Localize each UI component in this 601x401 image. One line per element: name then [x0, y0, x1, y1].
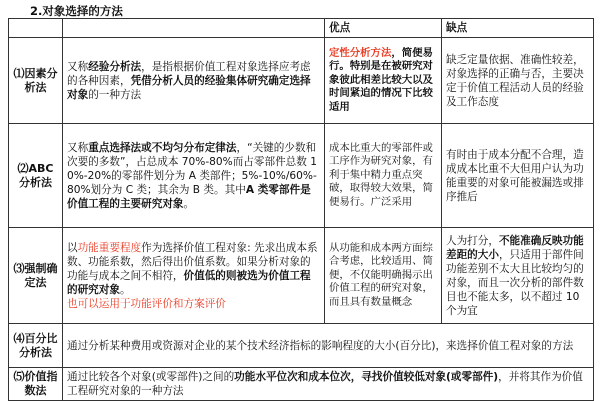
method-disadvantage	[442, 228, 594, 324]
method-description: 通过分析某种费用或资源对企业的某个技术经济指标的影响程度的大小(百分比)，来选择价值工程对象的方法	[63, 324, 594, 368]
desc-text: 。	[119, 283, 131, 296]
desc-text: 以	[67, 241, 78, 254]
table-row	[9, 368, 594, 401]
header-advantage: 优点	[325, 19, 442, 38]
desc-text: 又称	[67, 60, 89, 73]
method-description	[63, 38, 325, 124]
methods-table	[8, 18, 594, 401]
method-label: ⑶强制确定法	[9, 228, 63, 324]
desc-red: 功能重要程度	[77, 241, 142, 254]
method-description	[63, 124, 325, 228]
method-advantage: 成本比重大的零部件或工序作为研究对象，有利于集中精力重点突破，取得较大效果，简便易行。广泛采用	[325, 124, 442, 228]
desc-bold: 凭借分析人员的经验集体研究确定选择对象	[67, 74, 311, 101]
header-disadvantage: 缺点	[442, 19, 594, 38]
desc-bold: 经验分析法	[88, 60, 142, 73]
desc-bold: A 类零部件是价值工程的主要研究对象	[67, 183, 311, 210]
method-description	[63, 228, 325, 324]
dis-text: 人为打分，	[446, 234, 499, 247]
table-row	[9, 324, 594, 368]
desc-text: 通过比较各个对象(或零部件)之间的	[67, 371, 235, 383]
desc-text: 的一种方法	[88, 88, 142, 101]
desc-text: ，并将其作为价值工程研究对象的一种方法	[67, 371, 583, 397]
desc-bold: 价值低的则被选为价值工程的研究对象	[67, 269, 311, 296]
method-disadvantage: 有时由于成本分配不合理，造成成本比重不大但用户认为功能重要的对象可能被漏选或排序推后	[442, 124, 594, 228]
method-label: ⑷百分比分析法	[9, 324, 63, 368]
method-disadvantage: 缺乏定量依据、准确性较差，对象选择的正确与否，主要决定于价值工程活动人员的经验及工作态度	[442, 38, 594, 124]
method-advantage: 从功能和成本两方面综合考虑，比较适用、简便，不仅能明确揭示出价值工程的研究对象，而且具有数量概念	[325, 228, 442, 324]
header-row	[9, 19, 594, 38]
desc-text: 又称	[67, 141, 89, 154]
adv-text: ，简便易行。特别是在被研究对象彼此相差比较大以及时间紧迫的情况下比较适用	[329, 46, 433, 113]
desc-bold: 功能水平位次和成本位次，寻找价值较低对象(或零部件)	[234, 371, 499, 383]
desc-text: 作为选择价值工程对象: 先求出成本系数、功能系数，然后得出价值系数。如果分析对象的功能与成本之间不相符，	[67, 241, 318, 282]
table-row	[9, 38, 594, 124]
header-blank	[9, 19, 63, 38]
desc-bold: 重点选择法或不均匀分布定律法	[88, 141, 237, 154]
desc-text: ，“关键的少数和次要的多数”，占总成本 70%-80%而占零部件总数 10%-20%的零部件划分为 A 类部件；5%-10%/60%-80%划分为 C 类；其余为 B 类。其中	[67, 141, 317, 196]
header-blank-2	[63, 19, 325, 38]
table-row	[9, 124, 594, 228]
adv-red: 定性分析方法	[329, 46, 392, 59]
desc-text: ，是指根据价值工程对象选择应考虑的各种因素，	[67, 60, 311, 87]
dis-bold: 不能准确反映功能差距的大小	[446, 234, 584, 261]
desc-red-note: 也可以运用于功能评价和方案评价	[67, 297, 226, 310]
method-label: ⑸价值指数法	[9, 368, 63, 401]
method-label: ⑴因素分析法	[9, 38, 63, 124]
method-label: ⑵ABC分析法	[9, 124, 63, 228]
method-advantage	[325, 38, 442, 124]
method-description	[63, 368, 594, 401]
dis-text: ，只适用于部件间功能差别不太大且比较均匀的对象，而且一次分析的部件数目也不能太多，以不超过 10 个为宜	[446, 248, 584, 317]
table-row	[9, 228, 594, 324]
desc-text: 。	[183, 197, 195, 210]
section-title: 2.对象选择的方法	[30, 4, 123, 18]
